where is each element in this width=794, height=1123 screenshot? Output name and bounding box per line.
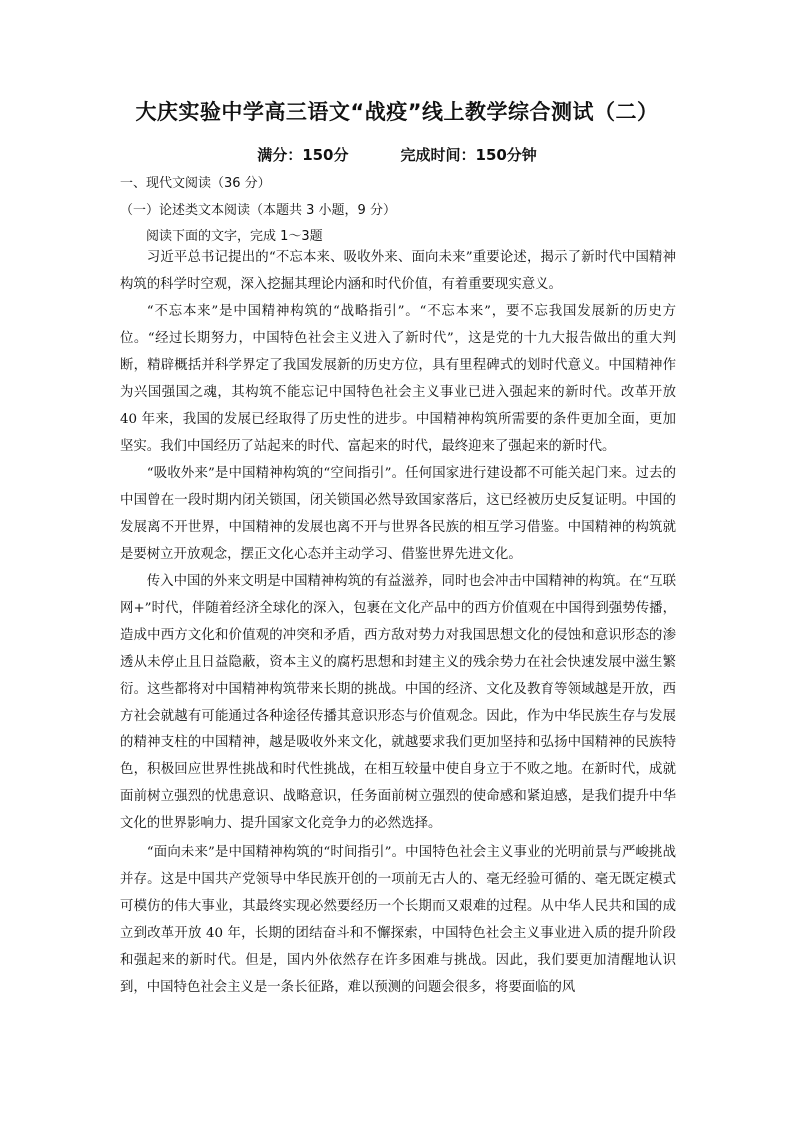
paragraph-5: “面向未来”是中国精神构筑的“时间指引”。中国特色社会主义事业的光明前景与严峻挑战并存。这是中国共产党领导中华民族开创的一项前无古人的、毫无经验可循的、毫无既定模式可模仿的伟大事业，其最终实现必然要经历一个长期而又艰难的过程。从中华人民共和国的成立到改革开放 40 年，长期的团结奋斗和不懈探索，中国特色社会主义事业进入质的提升阶段和强起来的新时代。但是，国内外依然存在许多困难与挑战。因此，我们要更加清醒地认识到，中国特色社会主义是一条长征路，难以预测的问题会很多，将要面临的风 [120, 845, 676, 995]
full-score: 满分：150分 [257, 146, 349, 164]
section-heading: 一、现代文阅读（36 分） [120, 176, 271, 191]
paragraph-2: “不忘本来”是中国精神构筑的“战略指引”。“不忘本来”，要不忘我国发展新的历史方位。“经过长期努力，中国特色社会主义进入了新时代”，这是党的十九大报告做出的重大判断，精辟概括并科学界定了我国发展新的历史方位，具有里程碑式的划时代意义。中国精神作为兴国强国之魂，其构筑不能忘记中国特色社会主义事业已进入强起来的新时代。改革开放 40 年来，我国的发展已经取得了历史性的进步。中国精神构筑所需要的条件更加全面，更加坚实。我们中国经历了站起来的时代、富起来的时代，最终迎来了强起来的新时代。 [120, 304, 676, 454]
page-title: 大庆实验中学高三语文“战疫”线上教学综合测试（二） [135, 100, 659, 124]
reading-instruction: 阅读下面的文字，完成 1～3题 [146, 229, 323, 244]
paragraph-4: 传入中国的外来文明是中国精神构筑的有益滋养，同时也会冲击中国精神的构筑。在“互联网+”时代，伴随着经济全球化的深入，包裹在文化产品中的西方价值观在中国得到强势传播，造成中西方文化和价值观的冲突和矛盾，西方敌对势力对我国思想文化的侵蚀和意识形态的渗透从未停止且日益隐蔽，资本主义的腐朽思想和封建主义的残余势力在社会快速发展中滋生繁衍。这些都将对中国精神构筑带来长期的挑战。中国的经济、文化及教育等领域越是开放，西方社会就越有可能通过各种途径传播其意识形态与价值观念。因此，作为中华民族生存与发展的精神支柱的中国精神，越是吸收外来文化，就越要求我们更加坚持和弘扬中国精神的民族特色，积极回应世界性挑战和时代性挑战，在相互较量中使自身立于不败之地。在新时代，成就面前树立强烈的忧患意识、战略意识，任务面前树立强烈的使命感和紧迫感，是我们提升中华文化的世界影响力、提升国家文化竞争力的必然选择。 [120, 574, 676, 832]
paragraph-1: 习近平总书记提出的“不忘本来、吸收外来、面向未来”重要论述，揭示了新时代中国精神构筑的科学时空观，深入挖掘其理论内涵和时代价值，有着重要现实意义。 [120, 250, 676, 292]
exam-duration: 完成时间：150分钟 [400, 146, 537, 164]
exam-info [0, 144, 794, 165]
subsection-heading: （一）论述类文本阅读（本题共 3 小题，9 分） [120, 203, 396, 218]
paragraph-3: “吸收外来”是中国精神构筑的“空间指引”。任何国家进行建设都不可能关起门来。过去的中国曾在一段时期内闭关锁国，闭关锁国必然导致国家落后，这已经被历史反复证明。中国的发展离不开世界，中国精神的发展也离不开与世界各民族的相互学习借鉴。中国精神的构筑就是要树立开放观念，摆正文化心态并主动学习、借鉴世界先进文化。 [120, 466, 676, 562]
